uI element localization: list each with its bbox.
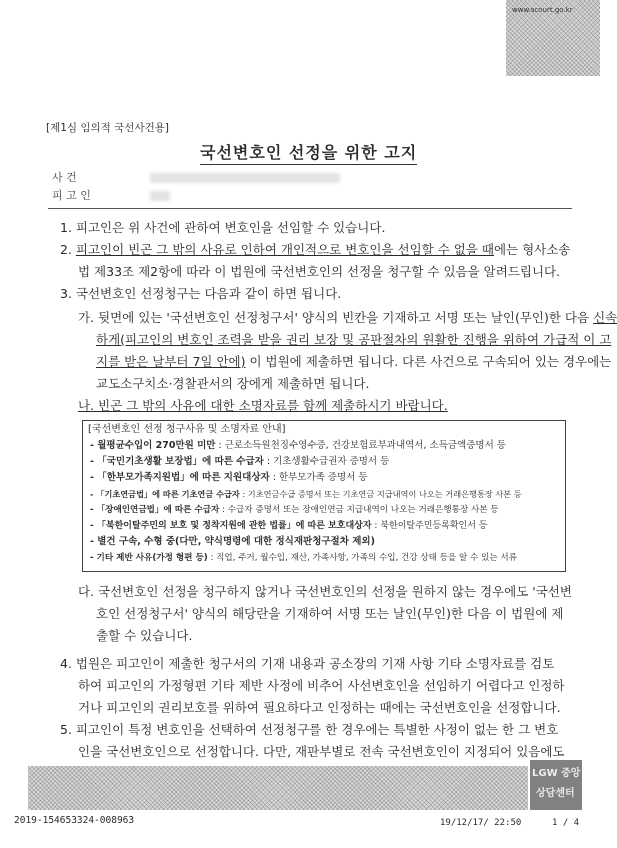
paragraph-4-line-2: 하여 피고인의 가정형편 기타 제반 사정에 비추어 사선변호인을 선임하기 어렵다고 인정하	[78, 678, 565, 693]
item-ga-underlined: 신속	[593, 310, 617, 325]
paragraph-4-line-1: 4. 법원은 피고인이 제출한 청구서의 기재 내용과 공소장의 기재 사항 기타 소명자료를 검토	[60, 656, 555, 671]
paragraph-2-number: 2.	[60, 242, 76, 257]
defendant-value-redacted	[150, 191, 170, 201]
reason-item	[90, 504, 499, 516]
item-ga-line-2: 하게(피고인의 변호인 조력을 받을 권리 보장 및 공판절차의 원활한 진행을 위하여 가급적 이 고	[96, 332, 612, 347]
reason-item	[90, 456, 389, 468]
paragraph-5-line-1: 5. 피고인이 특정 변호인을 선택하여 선정청구를 한 경우에는 특별한 사정이 없는 한 그 변호	[60, 722, 559, 737]
page-title: 국선변호인 선정을 위한 고지	[200, 140, 417, 165]
item-na: 나. 빈곤 그 밖의 사유에 대한 소명자료를 함께 제출하시기 바랍니다.	[78, 398, 448, 413]
reason-doc: : 북한이탈주민등록확인서 등	[374, 521, 488, 531]
item-da-line-3: 출할 수 있습니다.	[96, 628, 193, 643]
reason-doc: : 직업, 주거, 월수입, 재산, 가족사항, 가족의 수입, 건강 상태 등을 알 수 있는 서류	[210, 553, 518, 563]
reason-item	[90, 536, 375, 548]
url-stamp: www.scourt.go.kr	[512, 6, 573, 14]
reason-label: - 「한부모가족지원법」에 따른 지원대상자	[90, 472, 270, 483]
print-datetime: 19/12/17/ 22:50	[440, 818, 522, 828]
scan-noise-bottom	[28, 766, 528, 810]
paragraph-2-tail: 에는 형사소송	[493, 242, 571, 257]
seal-text-2: 상담센터	[536, 788, 575, 799]
case-label: 사 건	[52, 171, 77, 184]
reason-doc: : 근로소득원천징수영수증, 건강보험료부과내역서, 소득금액증명서 등	[218, 440, 506, 451]
defendant-label: 피 고 인	[52, 189, 91, 202]
reason-label: - 「기초연금법」에 따른 기초연금 수급자	[90, 489, 240, 499]
paragraph-5-line-2: 인을 국선변호인으로 선정합니다. 다만, 재판부별로 전속 국선변호인이 지정되어 있음에도	[78, 744, 565, 759]
item-ga-text: 가. 뒷면에 있는 '국선변호인 선정청구서' 양식의 빈칸을 기재하고 서명 또는 날인(무인)한 다음	[78, 310, 594, 325]
paragraph-2-underlined: 피고인이 빈곤 그 밖의 사유로 인하여 개인적으로 변호인을 선임할 수 없을 때	[75, 242, 494, 257]
item-ga-line-1	[78, 310, 617, 326]
reason-label: - 월평균수입이 270만원 미만	[90, 440, 216, 451]
reasons-box-title: [국선변호인 선정 청구사유 및 소명자료 안내]	[88, 424, 286, 435]
item-ga-line-4: 교도소구치소·경찰관서의 장에게 제출하면 됩니다.	[96, 376, 370, 391]
page-number: 1 / 4	[552, 818, 580, 828]
doc-number: 2019-154653324-008963	[14, 815, 135, 826]
reason-label: - 별건 구속, 수형 중(다만, 약식명령에 대한 정식재판청구절차 제외)	[90, 536, 375, 547]
reason-label: - 「북한이탈주민의 보호 및 정착지원에 관한 법률」에 따른 보호대상자	[90, 521, 372, 531]
seal-text-1: LGW 중앙	[532, 768, 581, 779]
reason-item	[90, 552, 517, 564]
reason-doc: : 기초연금수급 증명서 또는 기초연금 지급내역이 나오는 거래은행통장 사본 등	[242, 489, 522, 499]
item-ga-deadline: 지를 받은 날부터 7일 안에)	[96, 354, 246, 369]
reason-doc: : 수급자 증명서 또는 장애인연금 지급내역이 나오는 거래은행통장 사본 등	[222, 505, 499, 515]
reason-label: - 「장애인연금법」에 따른 수급자	[90, 505, 220, 515]
paragraph-2-line-2: 법 제33조 제2항에 따라 이 법원에 국선변호인의 선정을 청구할 수 있음을 알려드립니다.	[78, 264, 561, 279]
item-da-line-1: 다. 국선변호인 선정을 청구하지 않거나 국선변호인의 선정을 원하지 않는 경우에도 '국선변	[78, 584, 572, 599]
reason-item	[90, 440, 506, 452]
case-value-redacted	[150, 173, 340, 183]
paragraph-2-line-1	[60, 242, 570, 258]
item-ga-line-3-tail: 이 법원에 제출하면 됩니다. 다른 사건으로 구속되어 있는 경우에는	[245, 354, 612, 369]
reason-label: - 기타 제반 사유(가정 형편 등)	[90, 553, 208, 563]
reason-item	[90, 488, 522, 500]
reason-label: - 「국민기초생활 보장법」에 따른 수급자	[90, 456, 264, 467]
header-divider	[48, 208, 572, 209]
reason-doc: : 기초생활수급권자 증명서 등	[266, 456, 390, 467]
paragraph-4-line-3: 거나 피고인의 권리보호를 위하여 필요하다고 인정하는 때에는 국선변호인을 선정합니다.	[78, 700, 561, 715]
item-ga-line-3	[96, 354, 611, 370]
item-da-line-2: 호인 선정청구서' 양식의 해당란을 기재하여 서명 또는 날인(무인)한 다음 이 법원에 제	[96, 606, 564, 621]
form-tag: [제1심 임의적 국선사건용]	[46, 122, 169, 134]
paragraph-3: 3. 국선변호인 선정청구는 다음과 같이 하면 됩니다.	[60, 286, 342, 301]
reason-item	[90, 520, 488, 532]
paragraph-1: 1. 피고인은 위 사건에 관하여 변호인을 선임할 수 있습니다.	[60, 220, 386, 235]
reason-doc: : 한부모가족 증명서 등	[272, 472, 368, 483]
reason-item	[90, 472, 368, 484]
